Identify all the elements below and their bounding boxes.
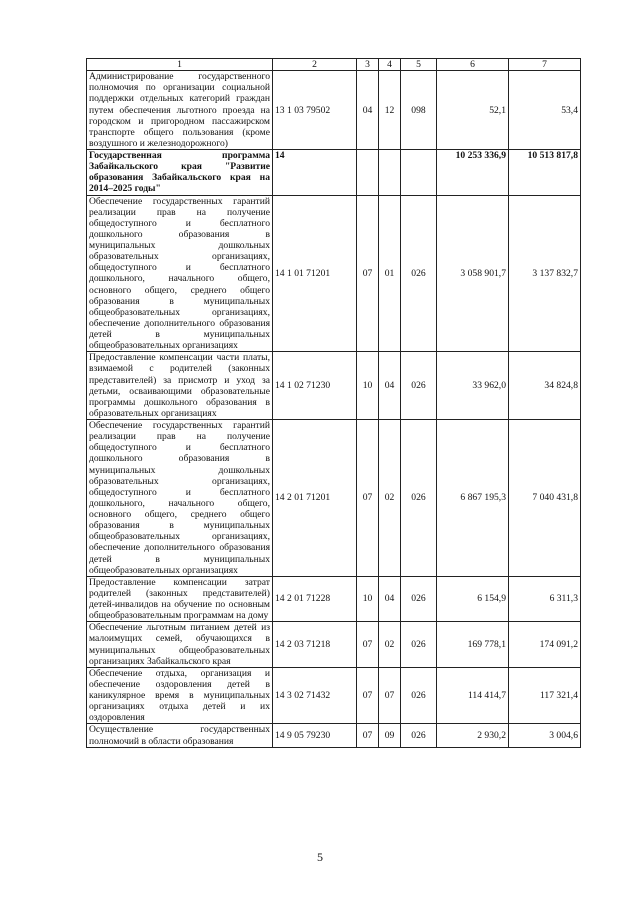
row-value-col7-cell: 174 091,2 — [509, 622, 581, 668]
row-name-cell: Предоставление компенсации затрат родителей (законных представителей) детей-инвалидов на обучение по основным общеобразовательным программам на дому — [87, 576, 273, 622]
header-col-4: 4 — [379, 59, 401, 71]
row-col4-cell: 04 — [379, 352, 401, 420]
row-value-col6-cell: 3 058 901,7 — [437, 195, 509, 352]
row-col4-cell: 07 — [379, 667, 401, 724]
row-col3-cell: 07 — [357, 622, 379, 668]
header-col-1: 1 — [87, 59, 273, 71]
header-col-5: 5 — [401, 59, 437, 71]
row-code-cell: 14 2 01 71228 — [273, 576, 357, 622]
row-col4-cell: 12 — [379, 71, 401, 150]
table-row — [87, 576, 581, 622]
header-col-2: 2 — [273, 59, 357, 71]
table-row — [87, 71, 581, 150]
table-body — [87, 71, 581, 748]
row-col5-cell: 098 — [401, 71, 437, 150]
row-value-col7-cell: 7 040 431,8 — [509, 420, 581, 577]
row-value-col6-cell: 114 414,7 — [437, 667, 509, 724]
row-col5-cell: 026 — [401, 576, 437, 622]
row-col3-cell — [357, 150, 379, 196]
header-col-3: 3 — [357, 59, 379, 71]
row-code-cell: 14 2 01 71201 — [273, 420, 357, 577]
row-col4-cell: 01 — [379, 195, 401, 352]
row-value-col6-cell: 6 154,9 — [437, 576, 509, 622]
row-name-cell: Предоставление компенсации части платы, взимаемой с родителей (законных представителей) за присмотр и уход за детьми, осваивающими образовательные программы дошкольного образования в образовательных организациях — [87, 352, 273, 420]
table-header-row — [87, 59, 581, 71]
row-col4-cell: 02 — [379, 622, 401, 668]
row-value-col6-cell: 6 867 195,3 — [437, 420, 509, 577]
header-col-6: 6 — [437, 59, 509, 71]
row-name-cell: Государственная программа Забайкальского края "Развитие образования Забайкальского края на 2014–2025 годы" — [87, 150, 273, 196]
row-value-col6-cell: 169 778,1 — [437, 622, 509, 668]
row-col5-cell: 026 — [401, 352, 437, 420]
row-value-col7-cell: 53,4 — [509, 71, 581, 150]
page-number: 5 — [317, 850, 323, 864]
row-col3-cell: 07 — [357, 195, 379, 352]
row-name-cell: Обеспечение государственных гарантий реализации прав на получение общедоступного и бесплатного дошкольного образования в муниципальных дошкольных образовательных организациях, общедоступного и бесплатного дошкольного, начального общего, основного общего, среднего общего образования в муниципальных общеобразовательных организациях, обеспечение дополнительного образования детей в муниципальных общеобразовательных организациях — [87, 420, 273, 577]
budget-table — [86, 58, 581, 748]
table-row — [87, 724, 581, 747]
row-col3-cell: 04 — [357, 71, 379, 150]
row-value-col7-cell: 6 311,3 — [509, 576, 581, 622]
row-value-col6-cell: 33 962,0 — [437, 352, 509, 420]
table-row — [87, 667, 581, 724]
row-value-col6-cell: 2 930,2 — [437, 724, 509, 747]
row-col3-cell: 07 — [357, 667, 379, 724]
row-code-cell: 14 9 05 79230 — [273, 724, 357, 747]
row-value-col7-cell: 3 004,6 — [509, 724, 581, 747]
row-col4-cell: 04 — [379, 576, 401, 622]
row-value-col7-cell: 34 824,8 — [509, 352, 581, 420]
row-col4-cell: 02 — [379, 420, 401, 577]
row-col3-cell: 10 — [357, 576, 379, 622]
row-col5-cell: 026 — [401, 724, 437, 747]
row-name-cell: Осуществление государственных полномочий в области образования — [87, 724, 273, 747]
table-row — [87, 352, 581, 420]
row-name-cell: Администрирование государственного полномочия по организации социальной поддержки отдельных категорий граждан путем обеспечения льготного проезда на городском и пригородном пассажирском транспорте общего пользования (кроме воздушного и железнодорожного) — [87, 71, 273, 150]
row-code-cell: 14 — [273, 150, 357, 196]
row-name-cell: Обеспечение государственных гарантий реализации прав на получение общедоступного и бесплатного дошкольного образования в муниципальных дошкольных образовательных организациях, общедоступного и бесплатного дошкольного, начального общего, основного общего, среднего общего образования в муниципальных общеобразовательных организациях, обеспечение дополнительного образования детей в муниципальных общеобразовательных организациях — [87, 195, 273, 352]
row-value-col6-cell: 10 253 336,9 — [437, 150, 509, 196]
row-value-col7-cell: 117 321,4 — [509, 667, 581, 724]
row-code-cell: 13 1 03 79502 — [273, 71, 357, 150]
row-col5-cell: 026 — [401, 420, 437, 577]
row-col4-cell — [379, 150, 401, 196]
table-row — [87, 622, 581, 668]
header-col-7: 7 — [509, 59, 581, 71]
row-value-col6-cell: 52,1 — [437, 71, 509, 150]
row-value-col7-cell: 3 137 832,7 — [509, 195, 581, 352]
row-col5-cell: 026 — [401, 667, 437, 724]
row-code-cell: 14 1 01 71201 — [273, 195, 357, 352]
row-value-col7-cell: 10 513 817,8 — [509, 150, 581, 196]
row-col5-cell: 026 — [401, 622, 437, 668]
row-col5-cell — [401, 150, 437, 196]
table-row — [87, 420, 581, 577]
row-col4-cell: 09 — [379, 724, 401, 747]
row-name-cell: Обеспечение льготным питанием детей из малоимущих семей, обучающихся в муниципальных общеобразовательных организациях Забайкальского края — [87, 622, 273, 668]
row-col3-cell: 07 — [357, 724, 379, 747]
row-name-cell: Обеспечение отдыха, организация и обеспечение оздоровления детей в каникулярное время в муниципальных организациях отдыха детей и их оздоровления — [87, 667, 273, 724]
table-row — [87, 195, 581, 352]
row-col3-cell: 07 — [357, 420, 379, 577]
row-col5-cell: 026 — [401, 195, 437, 352]
row-code-cell: 14 1 02 71230 — [273, 352, 357, 420]
row-code-cell: 14 2 03 71218 — [273, 622, 357, 668]
table-row — [87, 150, 581, 196]
row-col3-cell: 10 — [357, 352, 379, 420]
row-code-cell: 14 3 02 71432 — [273, 667, 357, 724]
